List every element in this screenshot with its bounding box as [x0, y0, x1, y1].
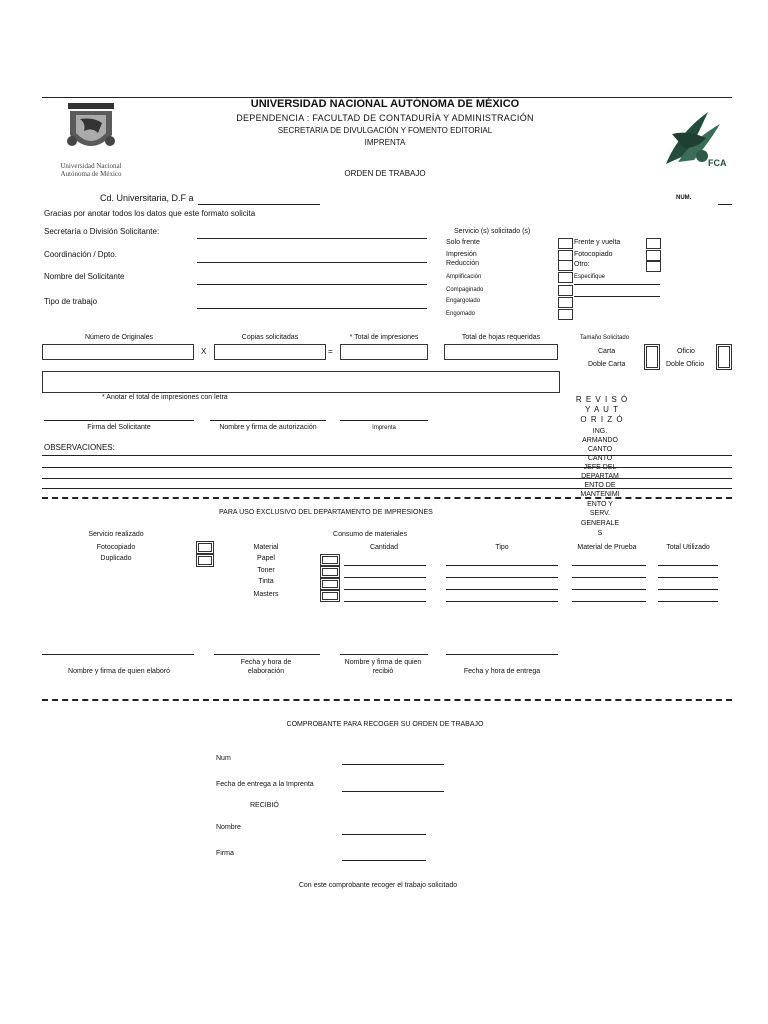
material-label: Material: [253, 544, 279, 551]
reviso-name-8: ENTO Y: [587, 501, 613, 508]
times-sign: X: [201, 347, 207, 356]
cut-line-2: [42, 699, 732, 701]
obs-line-2[interactable]: [42, 467, 732, 468]
service-compaginado: Compaginado: [446, 287, 484, 293]
total-hojas-label: Total de hojas requeridas: [461, 334, 541, 341]
equals-sign: =: [328, 347, 333, 356]
reviso-name-2: CANTO: [587, 446, 613, 453]
form-title: ORDEN DE TRABAJO: [344, 169, 426, 178]
receipt-num-field[interactable]: [342, 764, 444, 765]
elaboro-label: Nombre y firma de quien elaboró: [68, 668, 170, 675]
cantidad-line[interactable]: [344, 565, 426, 566]
receipt-fecha-field[interactable]: [342, 791, 444, 792]
checkbox-reduccion[interactable]: [558, 260, 573, 271]
duplicado-label: Duplicado: [100, 555, 132, 562]
total-line[interactable]: [658, 577, 718, 578]
cantidad-label: Cantidad: [369, 544, 399, 551]
reviso-line-1: R E V I S Ó: [575, 395, 629, 404]
material-tinta: Tinta: [258, 578, 274, 585]
checkbox-masters[interactable]: [320, 590, 340, 602]
checkbox-engargolado[interactable]: [558, 297, 573, 308]
prueba-line[interactable]: [572, 577, 646, 578]
tipo-line[interactable]: [446, 565, 558, 566]
logo-text-1: Universidad Nacional: [60, 162, 122, 170]
checkbox-dept-duplicado[interactable]: [196, 554, 214, 567]
unit-line: IMPRENTA: [364, 138, 406, 147]
tipo-field[interactable]: [197, 308, 427, 309]
size-carta: Carta: [598, 348, 616, 355]
service-impresion: Impresión: [446, 251, 477, 258]
service-reduccion: Reducción: [446, 260, 480, 267]
firma-solicitante-line[interactable]: [44, 420, 194, 421]
reviso-name-0: ING.: [592, 428, 608, 435]
service-engargolado: Engargolado: [446, 298, 481, 304]
checkbox-papel[interactable]: [320, 554, 340, 566]
fecha-elaboracion-label: Fecha y hora de elaboración: [240, 659, 292, 675]
place-date-label: Cd. Universitaria, D.F a: [100, 193, 194, 203]
total-line[interactable]: [658, 565, 718, 566]
prueba-line[interactable]: [572, 565, 646, 566]
observaciones-label: OBSERVACIONES:: [44, 443, 115, 452]
checkbox-otro[interactable]: [646, 261, 661, 272]
total-line[interactable]: [658, 589, 718, 590]
checkbox-amplificacion[interactable]: [558, 272, 573, 283]
nombre-label: Nombre del Solicitante: [44, 272, 125, 281]
firma-imprenta-label: Imprenta: [372, 425, 396, 431]
total-impresiones-label: * Total de impresiones: [349, 334, 419, 341]
size-oficio: Oficio: [677, 348, 695, 355]
copias-label: Copias solicitadas: [241, 334, 299, 341]
copias-input[interactable]: [214, 344, 326, 360]
tipo-line[interactable]: [446, 577, 558, 578]
service-engomado: Engomado: [446, 311, 476, 317]
material-toner: Toner: [257, 567, 275, 574]
total-impresiones-input[interactable]: [340, 344, 428, 360]
service-solo-frente: Solo frente: [446, 239, 480, 246]
reviso-name-7: MANTENIMI: [580, 491, 620, 498]
service-especifique: Especifique: [574, 274, 606, 280]
nombre-field[interactable]: [197, 284, 427, 285]
reviso-name-11: S: [597, 530, 603, 537]
checkbox-fotocopiado[interactable]: [646, 250, 661, 261]
faculty-logo-icon: [658, 104, 728, 170]
total-utilizado-label: Total Utilizado: [666, 544, 710, 551]
originales-label: Número de Originales: [84, 334, 154, 341]
tipo-label-dept: Tipo: [495, 544, 509, 551]
tipo-line[interactable]: [446, 589, 558, 590]
obs-line-1[interactable]: [42, 455, 732, 456]
reviso-line-2: Y A U T: [585, 405, 619, 414]
fecha-entrega-label: Fecha y hora de entrega: [463, 668, 541, 675]
svg-text:FCA: FCA: [708, 158, 727, 168]
originales-input[interactable]: [42, 344, 194, 360]
servicio-realizado-label: Servicio realizado: [88, 531, 144, 538]
checkbox-frente-vuelta[interactable]: [646, 238, 661, 249]
dept-title: PARA USO EXCLUSIVO DEL DEPARTAMENTO DE IMPRESIONES: [219, 509, 433, 516]
obs-line-3[interactable]: [42, 478, 732, 479]
checkbox-toner[interactable]: [320, 566, 340, 578]
firma-autorizacion-line[interactable]: [210, 420, 326, 421]
coordinacion-label: Coordinación / Dpto.: [44, 250, 117, 259]
receipt-nombre-field[interactable]: [342, 834, 426, 835]
cantidad-line[interactable]: [344, 577, 426, 578]
checkbox-tinta[interactable]: [320, 578, 340, 590]
service-fotocopiado: Fotocopiado: [574, 251, 613, 258]
reviso-name-3: CANTO: [587, 455, 613, 462]
reviso-name-6: ENTO DE: [584, 482, 616, 489]
checkbox-dept-fotocopiado[interactable]: [196, 541, 214, 554]
receipt-recibio-label: RECIBIÓ: [250, 802, 279, 809]
service-frente-vuelta: Frente y vuelta: [574, 239, 621, 246]
checkbox-oficio[interactable]: [716, 344, 732, 370]
logo-text-2: Autónoma de México: [60, 170, 122, 178]
checkbox-compaginado[interactable]: [558, 285, 573, 296]
unam-crest-icon: [62, 101, 120, 159]
receipt-nombre-label: Nombre: [216, 824, 241, 831]
cantidad-line[interactable]: [344, 589, 426, 590]
size-doble-carta: Doble Carta: [588, 361, 626, 368]
fecha-elaboracion-line[interactable]: [214, 654, 320, 655]
secretary-line: SECRETARIA DE DIVULGACIÓN Y FOMENTO EDITORIAL: [277, 126, 493, 135]
recibio-line[interactable]: [340, 654, 428, 655]
reviso-name-10: GENERALE: [580, 520, 620, 527]
recibio-label: Nombre y firma de quien recibió: [344, 659, 422, 675]
firma-solicitante-label: Firma del Solicitante: [87, 424, 151, 431]
checkbox-solo-frente[interactable]: [558, 238, 573, 249]
prueba-line[interactable]: [572, 601, 646, 602]
reviso-name-5: DEPARTAM: [581, 473, 619, 480]
receipt-footer: Con este comprobante recoger el trabajo solicitado: [298, 882, 458, 889]
receipt-title: COMPROBANTE PARA RECOGER SU ORDEN DE TRABAJO: [286, 721, 484, 728]
receipt-num-label: Num: [216, 755, 231, 762]
coordinacion-field[interactable]: [197, 262, 427, 263]
tipo-line[interactable]: [446, 601, 558, 602]
reviso-name-9: SERV.: [589, 510, 611, 517]
checkbox-carta[interactable]: [644, 344, 660, 370]
firma-imprenta-line[interactable]: [340, 420, 428, 421]
material-prueba-label: Material de Prueba: [577, 544, 637, 551]
instructions: Gracias por anotar todos los datos que este formato solicita: [44, 209, 256, 218]
service-amplificacion: Amplificación: [446, 274, 482, 280]
checkbox-engomado[interactable]: [558, 309, 573, 320]
receipt-firma-label: Firma: [216, 850, 234, 857]
num-field[interactable]: [718, 204, 732, 205]
cantidad-line[interactable]: [344, 601, 426, 602]
especifique-line-2[interactable]: [574, 296, 660, 297]
consumo-label: Consumo de materiales: [333, 531, 407, 538]
obs-line-4[interactable]: [42, 488, 732, 489]
material-papel: Papel: [257, 555, 275, 562]
num-label: NUM.: [676, 195, 692, 201]
university-title: UNIVERSIDAD NACIONAL AUTÓNOMA DE MÉXICO: [250, 98, 520, 110]
size-doble-oficio: Doble Oficio: [666, 361, 705, 368]
especifique-line-1[interactable]: [574, 284, 660, 285]
receipt-firma-field[interactable]: [342, 860, 426, 861]
dependency-line: DEPENDENCIA : FACULTAD DE CONTADURÍA Y ADMINISTRACIÓN: [236, 113, 534, 123]
total-line[interactable]: [658, 601, 718, 602]
secretaria-field[interactable]: [197, 238, 427, 239]
note-letra: * Anotar el total de impresiones con letra: [102, 394, 228, 401]
size-title: Tamaño Solicitado: [580, 335, 630, 341]
firma-autorizacion-label: Nombre y firma de autorización: [219, 424, 317, 431]
fotocopiado-label: Fotocopiado: [96, 544, 136, 551]
date-field[interactable]: [198, 204, 320, 205]
tipo-label: Tipo de trabajo: [44, 297, 98, 306]
impresiones-letra-input[interactable]: [42, 371, 560, 393]
reviso-line-3: O R I Z Ó: [580, 415, 624, 424]
cut-line-1: [42, 497, 732, 499]
fecha-entrega-line[interactable]: [446, 654, 558, 655]
reviso-name-4: JEFE DEL: [583, 464, 617, 471]
receipt-fecha-label: Fecha de entrega a la Imprenta: [216, 781, 314, 788]
total-hojas-input[interactable]: [444, 344, 558, 360]
prueba-line[interactable]: [572, 589, 646, 590]
service-title: Servicio (s) solicitado (s): [454, 228, 531, 235]
material-masters: Masters: [253, 591, 279, 598]
secretaria-label: Secretaría o División Solicitante:: [44, 227, 160, 236]
service-otro: Otro:: [574, 261, 590, 268]
elaboro-line[interactable]: [42, 654, 194, 655]
reviso-name-1: ARMANDO: [582, 437, 618, 444]
